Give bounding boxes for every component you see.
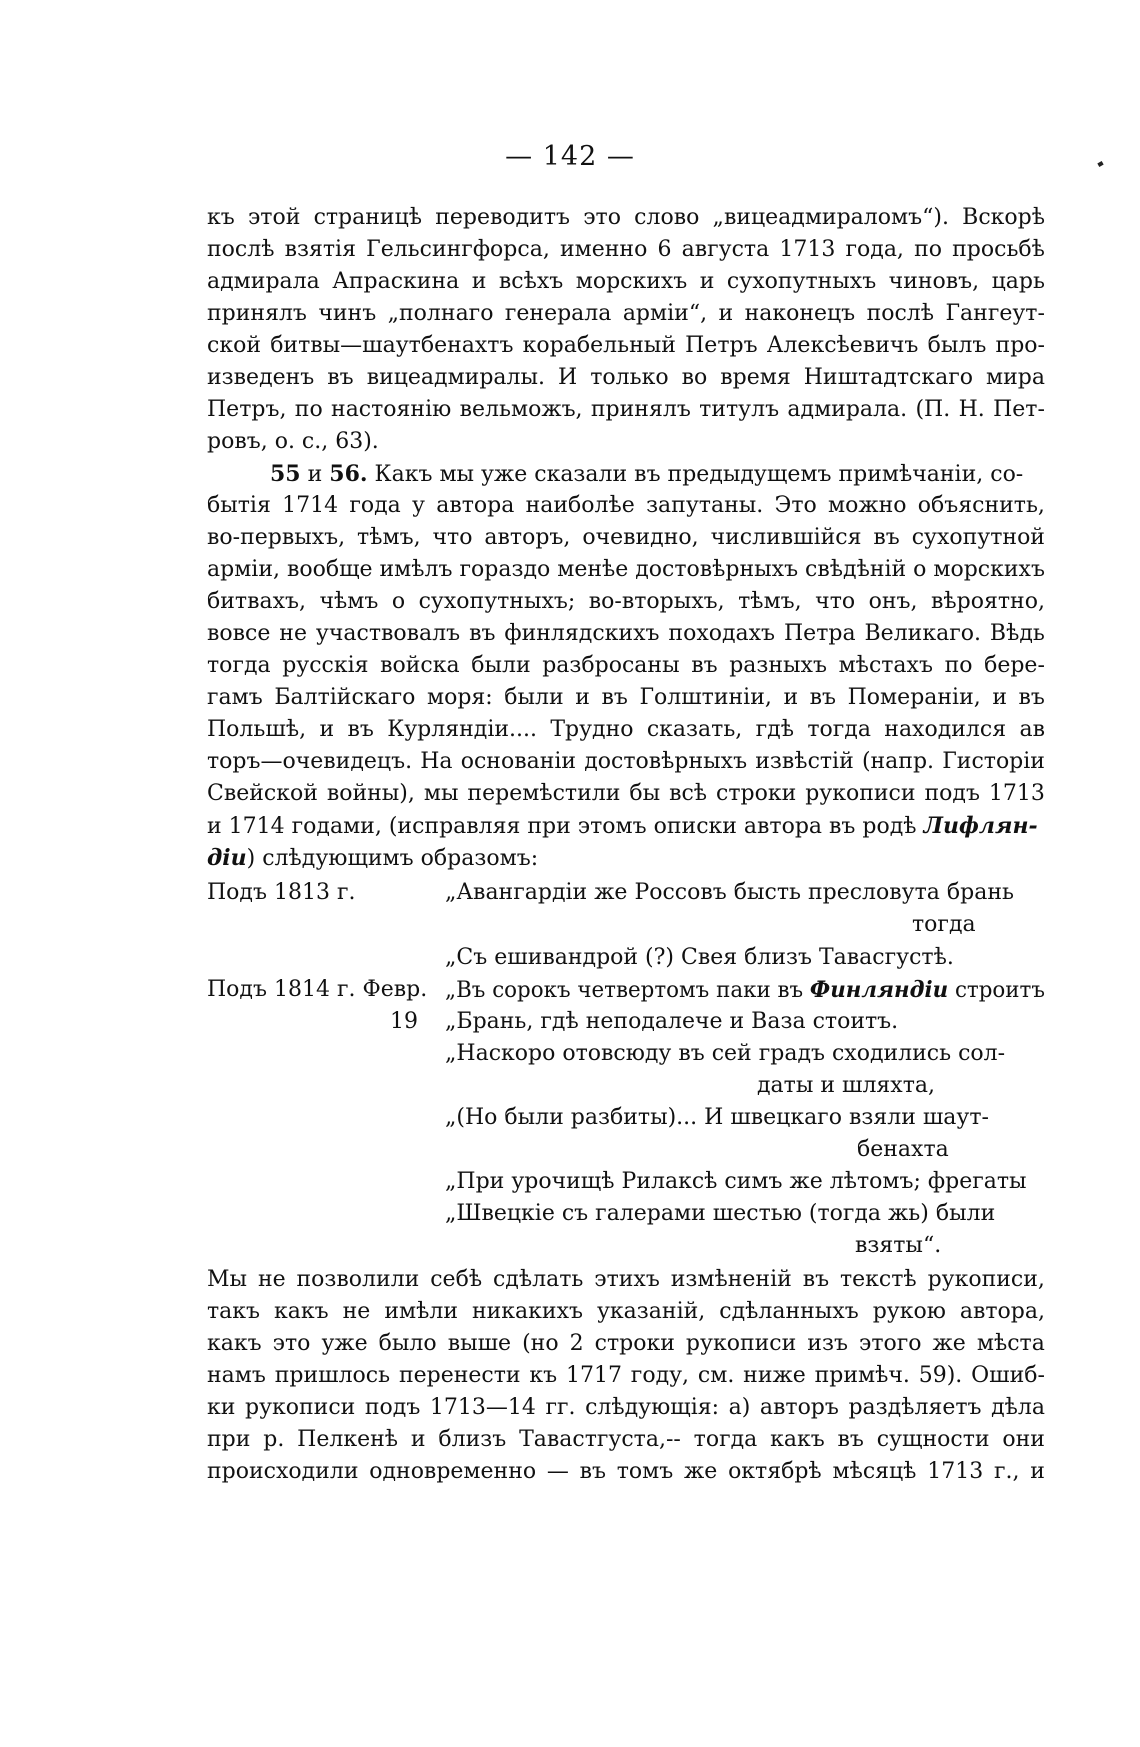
word: генерала: [504, 301, 612, 326]
text-line: [207, 714, 1045, 746]
word: тогда: [807, 717, 871, 742]
word: торъ—очевидецъ.: [207, 749, 413, 774]
word: корабельный: [522, 333, 676, 358]
text-line: [207, 522, 1045, 554]
word: какъ: [770, 1427, 825, 1452]
word: рукописи: [244, 1395, 356, 1420]
word: авторъ,: [484, 525, 571, 550]
word: изъ: [807, 1331, 848, 1356]
text-line: [207, 778, 1045, 810]
word: автора,: [959, 1299, 1045, 1324]
verse-continuation: взяты“.: [855, 1233, 942, 1258]
word: 6: [657, 237, 672, 262]
word: такъ: [207, 1299, 261, 1324]
word: походахъ: [668, 621, 776, 646]
word: по: [944, 653, 973, 678]
word: гамъ: [207, 685, 263, 710]
word: ки: [207, 1395, 236, 1420]
word: себѣ: [430, 1267, 483, 1292]
word: чинъ: [318, 301, 377, 326]
word: Петра: [784, 621, 856, 646]
word: (но: [522, 1331, 559, 1356]
word: былъ: [927, 333, 987, 358]
word: въ: [837, 1427, 864, 1452]
word: очевидно,: [582, 525, 699, 550]
verse-line: „Въ сорокъ четвертомъ паки въ Финляндіи строитъ: [445, 977, 1045, 1003]
word: основаніи: [460, 749, 577, 774]
word: объяснить,: [917, 493, 1045, 518]
word: адмирала: [207, 269, 320, 294]
word: при: [207, 1427, 251, 1452]
word: перенести: [398, 1363, 521, 1388]
word: морскихъ: [933, 557, 1045, 582]
word: запутаны.: [646, 493, 764, 518]
word: сухопутной: [911, 525, 1045, 550]
word: въ: [809, 685, 837, 710]
word: царь: [991, 269, 1045, 294]
word: года,: [845, 237, 904, 262]
word: сдѣланныхъ: [719, 1299, 859, 1324]
word: никакихъ: [471, 1299, 583, 1324]
text-line: [207, 1328, 1045, 1360]
word: сухопутныхъ: [726, 269, 877, 294]
word: указаній,: [596, 1299, 706, 1324]
word: рукою: [872, 1299, 946, 1324]
word: 1713: [927, 1459, 984, 1484]
word: дѣла: [991, 1395, 1045, 1420]
verse-line: „Съ ешивандрой (?) Свея близъ Тавасгустѣ.: [445, 945, 954, 970]
word: вѣроятно,: [931, 589, 1045, 614]
verse-continuation: даты и шляхта,: [757, 1073, 935, 1098]
text-line: [207, 1296, 1045, 1328]
word: же: [932, 1331, 966, 1356]
word: онъ,: [868, 589, 918, 614]
word: Н.: [958, 397, 985, 422]
word: находился: [884, 717, 1007, 742]
text-line: [207, 266, 1045, 298]
text-line: [207, 650, 1045, 682]
word: Помераніи,: [847, 685, 981, 710]
word: подъ: [924, 781, 980, 806]
word: извѣстій: [755, 749, 854, 774]
word: Гисторіи: [942, 749, 1045, 774]
word: послѣ: [207, 237, 275, 262]
text-line: [207, 586, 1045, 618]
word: моря:: [426, 685, 493, 710]
word: строки: [716, 781, 797, 806]
text-line: ровъ, о. с., 63).: [207, 429, 379, 454]
word: Алексѣевичъ: [766, 333, 919, 358]
word: рукописи: [805, 781, 916, 806]
word: тѣмъ,: [357, 525, 421, 550]
word: авторъ: [759, 1395, 839, 1420]
word: можно: [828, 493, 907, 518]
word: взятія: [284, 237, 356, 262]
verse-continuation: бенахта: [857, 1137, 949, 1162]
word: вицеадмиралы.: [366, 365, 546, 390]
word: въ: [1018, 685, 1045, 710]
word: перемѣстили: [467, 781, 621, 806]
word: въ: [601, 685, 628, 710]
word: настоянію: [331, 397, 452, 422]
text-line: [207, 490, 1045, 522]
word: (П.: [915, 397, 951, 422]
word: году,: [630, 1363, 690, 1388]
word: измѣненій: [670, 1267, 792, 1292]
word: же: [684, 1459, 718, 1484]
word: титулъ: [699, 397, 780, 422]
word: войны),: [326, 781, 415, 806]
word: про-: [995, 333, 1045, 358]
word: Польшѣ,: [207, 717, 307, 742]
word: въ: [579, 1459, 607, 1484]
word: На: [420, 749, 453, 774]
word: во-первыхъ,: [207, 525, 346, 550]
word: вообще: [286, 557, 373, 582]
word: не: [342, 1299, 371, 1324]
word: Мы: [207, 1267, 248, 1292]
word: Гангеут-: [945, 301, 1045, 326]
word: адмирала.: [787, 397, 908, 422]
text-line: [207, 330, 1045, 362]
word: Великаго.: [864, 621, 981, 646]
word: были: [471, 653, 531, 678]
word: всѣ: [669, 781, 708, 806]
word: время: [720, 365, 791, 390]
word: сухопутныхъ;: [418, 589, 576, 614]
word: числившійся: [710, 525, 862, 550]
word: гдѣ: [755, 717, 794, 742]
word: Это: [774, 493, 817, 518]
word: и: [471, 269, 487, 294]
word: рукописи,: [927, 1267, 1045, 1292]
word: бы: [629, 781, 661, 806]
word: разныхъ: [729, 653, 827, 678]
word: битвахъ,: [207, 589, 306, 614]
word: Свейской: [207, 781, 318, 806]
text-line: [207, 234, 1045, 266]
word: въ: [873, 525, 900, 550]
word: гг.: [545, 1395, 576, 1420]
word: года: [349, 493, 401, 518]
word: слово: [634, 205, 700, 230]
text-line: діи) слѣдующимъ образомъ:: [207, 845, 539, 871]
word: р.: [263, 1427, 285, 1452]
word: сдѣлать: [492, 1267, 584, 1292]
word: ниже: [743, 1363, 806, 1388]
word: 1713—14: [429, 1395, 536, 1420]
word: только: [590, 365, 669, 390]
word: И: [558, 365, 578, 390]
verse-label-day: 19: [390, 1009, 418, 1034]
word: сущности: [876, 1427, 990, 1452]
word: подъ: [364, 1395, 421, 1420]
word: по: [294, 397, 323, 422]
word: въ: [469, 621, 496, 646]
note-number: 55: [270, 461, 301, 487]
word: послѣ: [866, 301, 935, 326]
verse-line: „Наскоро отовсюду въ сей градъ сходились сол-: [445, 1041, 1006, 1066]
word: наиболѣе: [525, 493, 635, 518]
text-line: и 1714 годами, (исправляя при этомъ описки автора въ родѣ Лифлян-: [207, 813, 1038, 839]
word: этого: [859, 1331, 922, 1356]
word: примѣч.: [814, 1363, 910, 1388]
word: близъ: [438, 1427, 507, 1452]
word: см.: [697, 1363, 735, 1388]
word: августа: [681, 237, 770, 262]
word: имѣлъ: [379, 557, 453, 582]
word: и: [575, 685, 590, 710]
verse-line: „При урочищѣ Рилаксѣ симъ же лѣтомъ; фрегаты: [445, 1169, 1027, 1194]
verse-label-1813: Подъ 1813 г.: [207, 880, 356, 905]
word: не: [279, 621, 307, 646]
word: у: [412, 493, 425, 518]
word: это: [272, 1331, 311, 1356]
note-heading: 55 и 56. Какъ мы уже сказали въ предыдущемъ примѣчаніи, со-: [270, 461, 1024, 487]
word: чѣмъ: [319, 589, 379, 614]
word: раздѣляетъ: [848, 1395, 982, 1420]
word: текстѣ: [839, 1267, 917, 1292]
word: этихъ: [594, 1267, 660, 1292]
word: (напр.: [861, 749, 935, 774]
text-line: [207, 1392, 1045, 1424]
word: русскія: [282, 653, 369, 678]
word: гораздо: [459, 557, 551, 582]
word: просьбѣ: [952, 237, 1045, 262]
word: г.,: [993, 1459, 1020, 1484]
word: мира: [985, 365, 1045, 390]
word: Вскорѣ: [962, 205, 1045, 230]
word: Ништадтскаго: [803, 365, 973, 390]
word: сказать,: [646, 717, 743, 742]
word: тѣмъ,: [738, 589, 802, 614]
word: мѣста: [976, 1331, 1045, 1356]
word: и: [783, 685, 799, 710]
word: Голштиніи,: [639, 685, 772, 710]
word: по: [914, 237, 942, 262]
word: бере-: [984, 653, 1045, 678]
word: „вицеадмираломъ“).: [712, 205, 949, 230]
word: къ: [529, 1363, 558, 1388]
note-number: 56.: [329, 461, 368, 487]
word: мѣсяцѣ: [832, 1459, 917, 1484]
text-line: [207, 554, 1045, 586]
word: а): [728, 1395, 751, 1420]
word: намъ: [207, 1363, 266, 1388]
word: Пет-: [993, 397, 1045, 422]
word: строки: [594, 1331, 675, 1356]
word: позволили: [296, 1267, 420, 1292]
word: въ: [327, 365, 354, 390]
word: и: [319, 717, 335, 742]
word: морскихъ: [575, 269, 688, 294]
word: страницѣ: [313, 205, 422, 230]
text-line: [207, 1360, 1045, 1392]
word: они: [1002, 1427, 1045, 1452]
word: Апраскина: [332, 269, 460, 294]
verse-line: „Швецкіе съ галерами шестью (тогда жь) были: [445, 1201, 996, 1226]
word: Петръ,: [207, 397, 287, 422]
text-line: [207, 618, 1045, 650]
word: 1714: [282, 493, 339, 518]
text-line: [207, 1456, 1045, 1488]
word: 1713: [988, 781, 1045, 806]
word: Пелкенѣ: [297, 1427, 399, 1452]
page-number: — 142 —: [505, 141, 635, 172]
text-line: [207, 1424, 1045, 1456]
word: и: [992, 685, 1007, 710]
word: о: [391, 589, 406, 614]
word: свѣдѣній: [805, 557, 907, 582]
text-line: [207, 1264, 1045, 1296]
word: принялъ: [590, 397, 691, 422]
word: въ: [691, 653, 718, 678]
verse-line: „(Но были разбиты)... И швецкаго взяли шаут-: [445, 1105, 989, 1130]
word: какъ: [274, 1299, 329, 1324]
word: „полнаго: [387, 301, 494, 326]
word: какъ: [207, 1331, 262, 1356]
word: и: [410, 1427, 426, 1452]
word: тогда: [693, 1427, 758, 1452]
word: 1717: [565, 1363, 622, 1388]
word: участвовалъ: [315, 621, 461, 646]
word: Петръ: [685, 333, 758, 358]
text-line: [207, 362, 1045, 394]
word: наконецъ: [744, 301, 856, 326]
word: Тавастгуста,--: [519, 1427, 681, 1452]
word: чиновъ,: [888, 269, 980, 294]
word: Курляндіи....: [387, 717, 537, 742]
word: 1713: [779, 237, 836, 262]
word: войска: [380, 653, 460, 678]
word: изведенъ: [207, 365, 315, 390]
word: ав: [1019, 717, 1045, 742]
word: достовѣрныхъ: [635, 557, 799, 582]
word: менѣе: [557, 557, 629, 582]
word: томъ: [616, 1459, 674, 1484]
text-line: [207, 394, 1045, 426]
word: въ: [347, 717, 374, 742]
word: къ: [207, 205, 235, 230]
word: всѣхъ: [498, 269, 564, 294]
word: достовѣрныхъ: [584, 749, 748, 774]
word: битвы—шаутбенахтъ: [270, 333, 514, 358]
verse-continuation: тогда: [912, 912, 976, 937]
word: 2: [569, 1331, 584, 1356]
word: одновременно: [369, 1459, 537, 1484]
word: что: [815, 589, 856, 614]
word: не: [257, 1267, 286, 1292]
word: финлядскихъ: [504, 621, 660, 646]
word: автора: [436, 493, 515, 518]
word: были: [504, 685, 564, 710]
word: принялъ: [207, 301, 307, 326]
word: во-вторыхъ,: [588, 589, 725, 614]
word: арміи“,: [622, 301, 708, 326]
word: вельможъ,: [459, 397, 583, 422]
word: имѣли: [384, 1299, 458, 1324]
text-line: [207, 746, 1045, 778]
word: —: [546, 1459, 569, 1484]
word: разбросаны: [542, 653, 680, 678]
word: переводитъ: [435, 205, 570, 230]
word: происходили: [207, 1459, 359, 1484]
word: рукописи: [685, 1331, 797, 1356]
word: именно: [559, 237, 648, 262]
word: Трудно: [550, 717, 634, 742]
word: Гельсингфорса,: [366, 237, 550, 262]
word: Ошиб-: [971, 1363, 1045, 1388]
word: уже: [321, 1331, 368, 1356]
word: этой: [247, 205, 301, 230]
word: Вѣдь: [989, 621, 1045, 646]
word: во: [681, 365, 708, 390]
word: бытія: [207, 493, 271, 518]
word: это: [583, 205, 621, 230]
word: и: [699, 269, 715, 294]
word: выше: [447, 1331, 512, 1356]
text-line: [207, 298, 1045, 330]
verse-line: „Авангардіи же Россовъ бысть пресловута брань: [445, 880, 1014, 905]
word: мы: [423, 781, 459, 806]
text-line: [207, 202, 1045, 234]
word: Балтійскаго: [274, 685, 416, 710]
word: 59).: [918, 1363, 963, 1388]
word: и: [1030, 1459, 1045, 1484]
word: что: [432, 525, 473, 550]
text-line: [207, 682, 1045, 714]
word: ской: [207, 333, 261, 358]
verse-line: „Брань, гдѣ неподалече и Ваза стоитъ.: [445, 1009, 899, 1034]
word: октябрѣ: [728, 1459, 822, 1484]
word: слѣдующія:: [585, 1395, 720, 1420]
word: и: [718, 301, 734, 326]
word: было: [378, 1331, 437, 1356]
word: въ: [802, 1267, 830, 1292]
word: мѣстахъ: [838, 653, 933, 678]
word: о: [913, 557, 927, 582]
word: пришлось: [274, 1363, 391, 1388]
word: вовсе: [207, 621, 271, 646]
word: тогда: [207, 653, 271, 678]
word: арміи,: [207, 557, 281, 582]
verse-label-1814: Подъ 1814 г. Февр.: [207, 977, 428, 1002]
